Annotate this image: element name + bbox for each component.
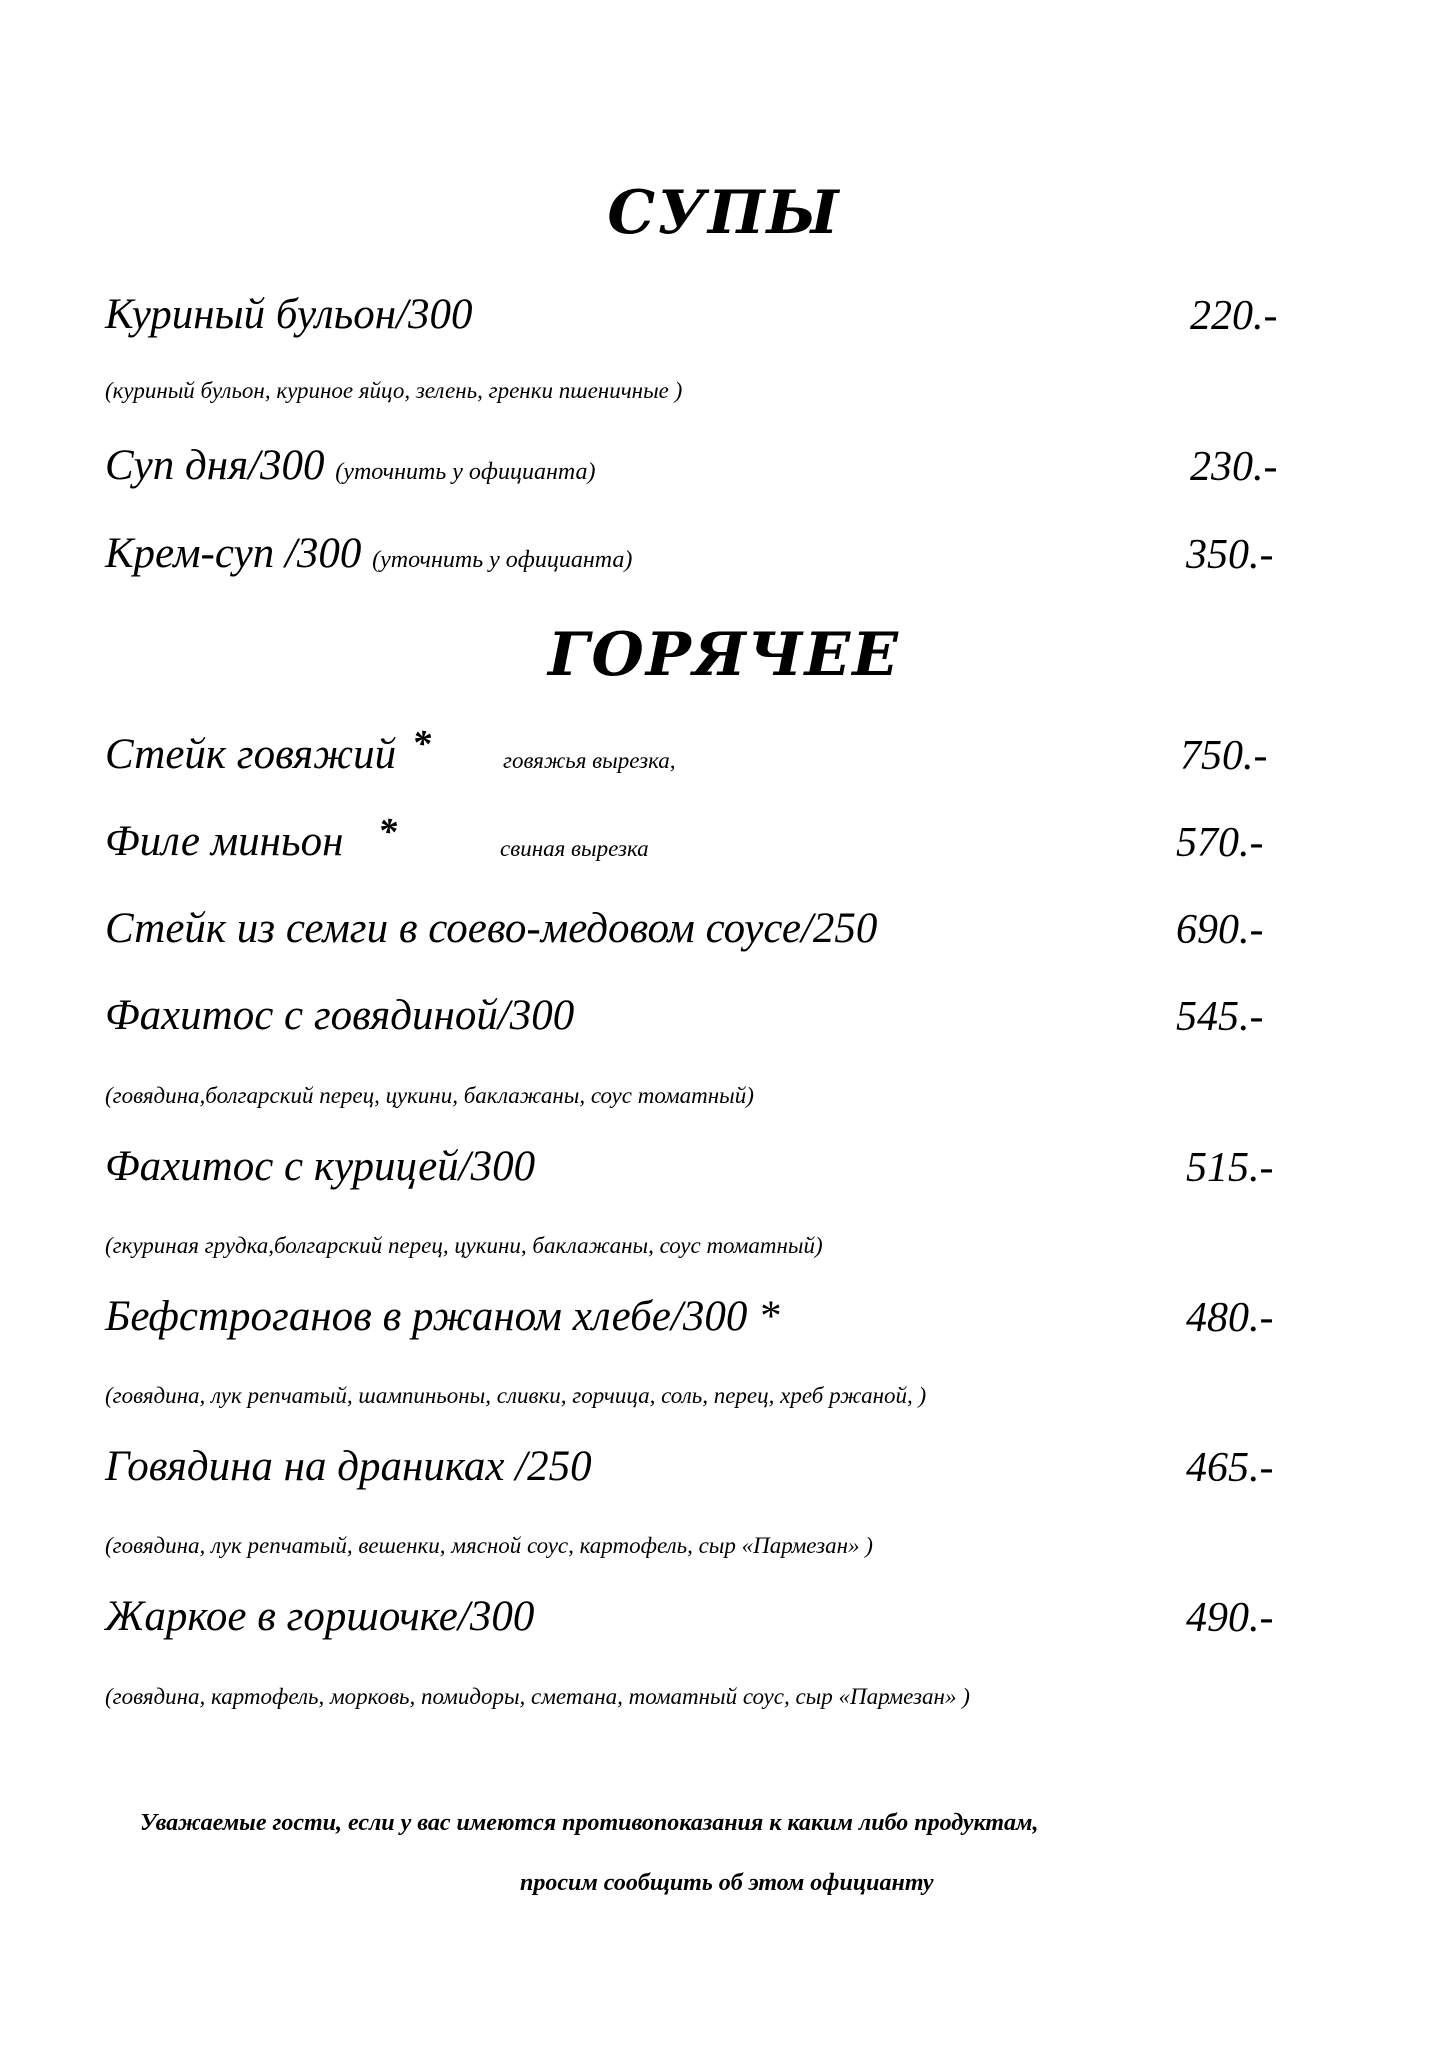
fajitas-chicken-price: 515.- [1186, 1145, 1274, 1191]
beef-draniki-name: Говядина на драниках /250 [105, 1443, 592, 1490]
filet-mignon-price: 570.- [1176, 820, 1264, 866]
beef-stroganoff-name: Бефстроганов в ржаном хлебе/300 * [105, 1293, 780, 1340]
fajitas-chicken-desc: (гкуриная грудка,болгарский перец, цукини, баклажаны, соус томатный) [105, 1233, 823, 1258]
beef-steak-star: * [412, 723, 431, 765]
pot-roast-price: 490.- [1186, 1595, 1274, 1641]
beef-steak-price: 750.- [1180, 733, 1268, 779]
chicken-broth-desc: (куриный бульон, куриное яйцо, зелень, гренки пшеничные ) [105, 378, 683, 403]
fajitas-chicken-name: Фахитос с курицей/300 [105, 1143, 536, 1190]
cream-soup-note: (уточнить у официанта) [372, 547, 633, 573]
beef-draniki-price: 465.- [1186, 1445, 1274, 1491]
beef-stroganoff-price: 480.- [1186, 1295, 1274, 1341]
fajitas-beef-name: Фахитос с говядиной/300 [105, 992, 575, 1039]
beef-stroganoff-desc: (говядина, лук репчатый, шампиньоны, сливки, горчица, соль, перец, хреб ржаной, ) [105, 1383, 927, 1408]
fajitas-beef-price: 545.- [1176, 994, 1264, 1040]
cream-soup-name: Крем-суп /300 [105, 530, 362, 577]
filet-mignon-name: Филе миньон [105, 818, 344, 865]
beef-draniki-desc: (говядина, лук репчатый, вешенки, мясной соус, картофель, сыр «Пармезан» ) [105, 1533, 873, 1558]
cream-soup-row [105, 529, 632, 578]
salmon-steak-price: 690.- [1176, 907, 1264, 953]
filet-mignon-side: свиная вырезка [500, 836, 649, 861]
soup-of-day-note: (уточнить у официанта) [335, 459, 596, 485]
fajitas-beef-desc: (говядина,болгарский перец, цукини, баклажаны, соус томатный) [105, 1083, 754, 1108]
soup-of-day-price: 230.- [1190, 444, 1278, 490]
cream-soup-price: 350.- [1186, 532, 1274, 578]
pot-roast-desc: (говядина, картофель, морковь, помидоры, сметана, томатный соус, сыр «Пармезан» ) [105, 1684, 970, 1709]
chicken-broth-price: 220.- [1190, 293, 1278, 339]
beef-steak-side: говяжья вырезка, [503, 748, 676, 773]
allergy-notice-line-2: просим сообщить об этом официанту [520, 1870, 934, 1896]
soup-of-day-name: Суп дня/300 [105, 442, 325, 489]
allergy-notice-line-1: Уважаемые гости, если у вас имеются противопоказания к каким либо продуктам, [140, 1810, 1039, 1836]
filet-mignon-star: * [378, 811, 397, 853]
soup-of-day-row [105, 441, 595, 490]
soups-heading: СУПЫ [607, 178, 841, 248]
salmon-steak-name: Стейк из семги в соево-медовом соусе/250 [105, 905, 878, 952]
chicken-broth-name: Куриный бульон/300 [105, 291, 473, 338]
beef-steak-name: Стейк говяжий [105, 731, 397, 778]
pot-roast-name: Жаркое в горшочке/300 [105, 1593, 535, 1640]
hot-heading: ГОРЯЧЕЕ [548, 620, 900, 690]
